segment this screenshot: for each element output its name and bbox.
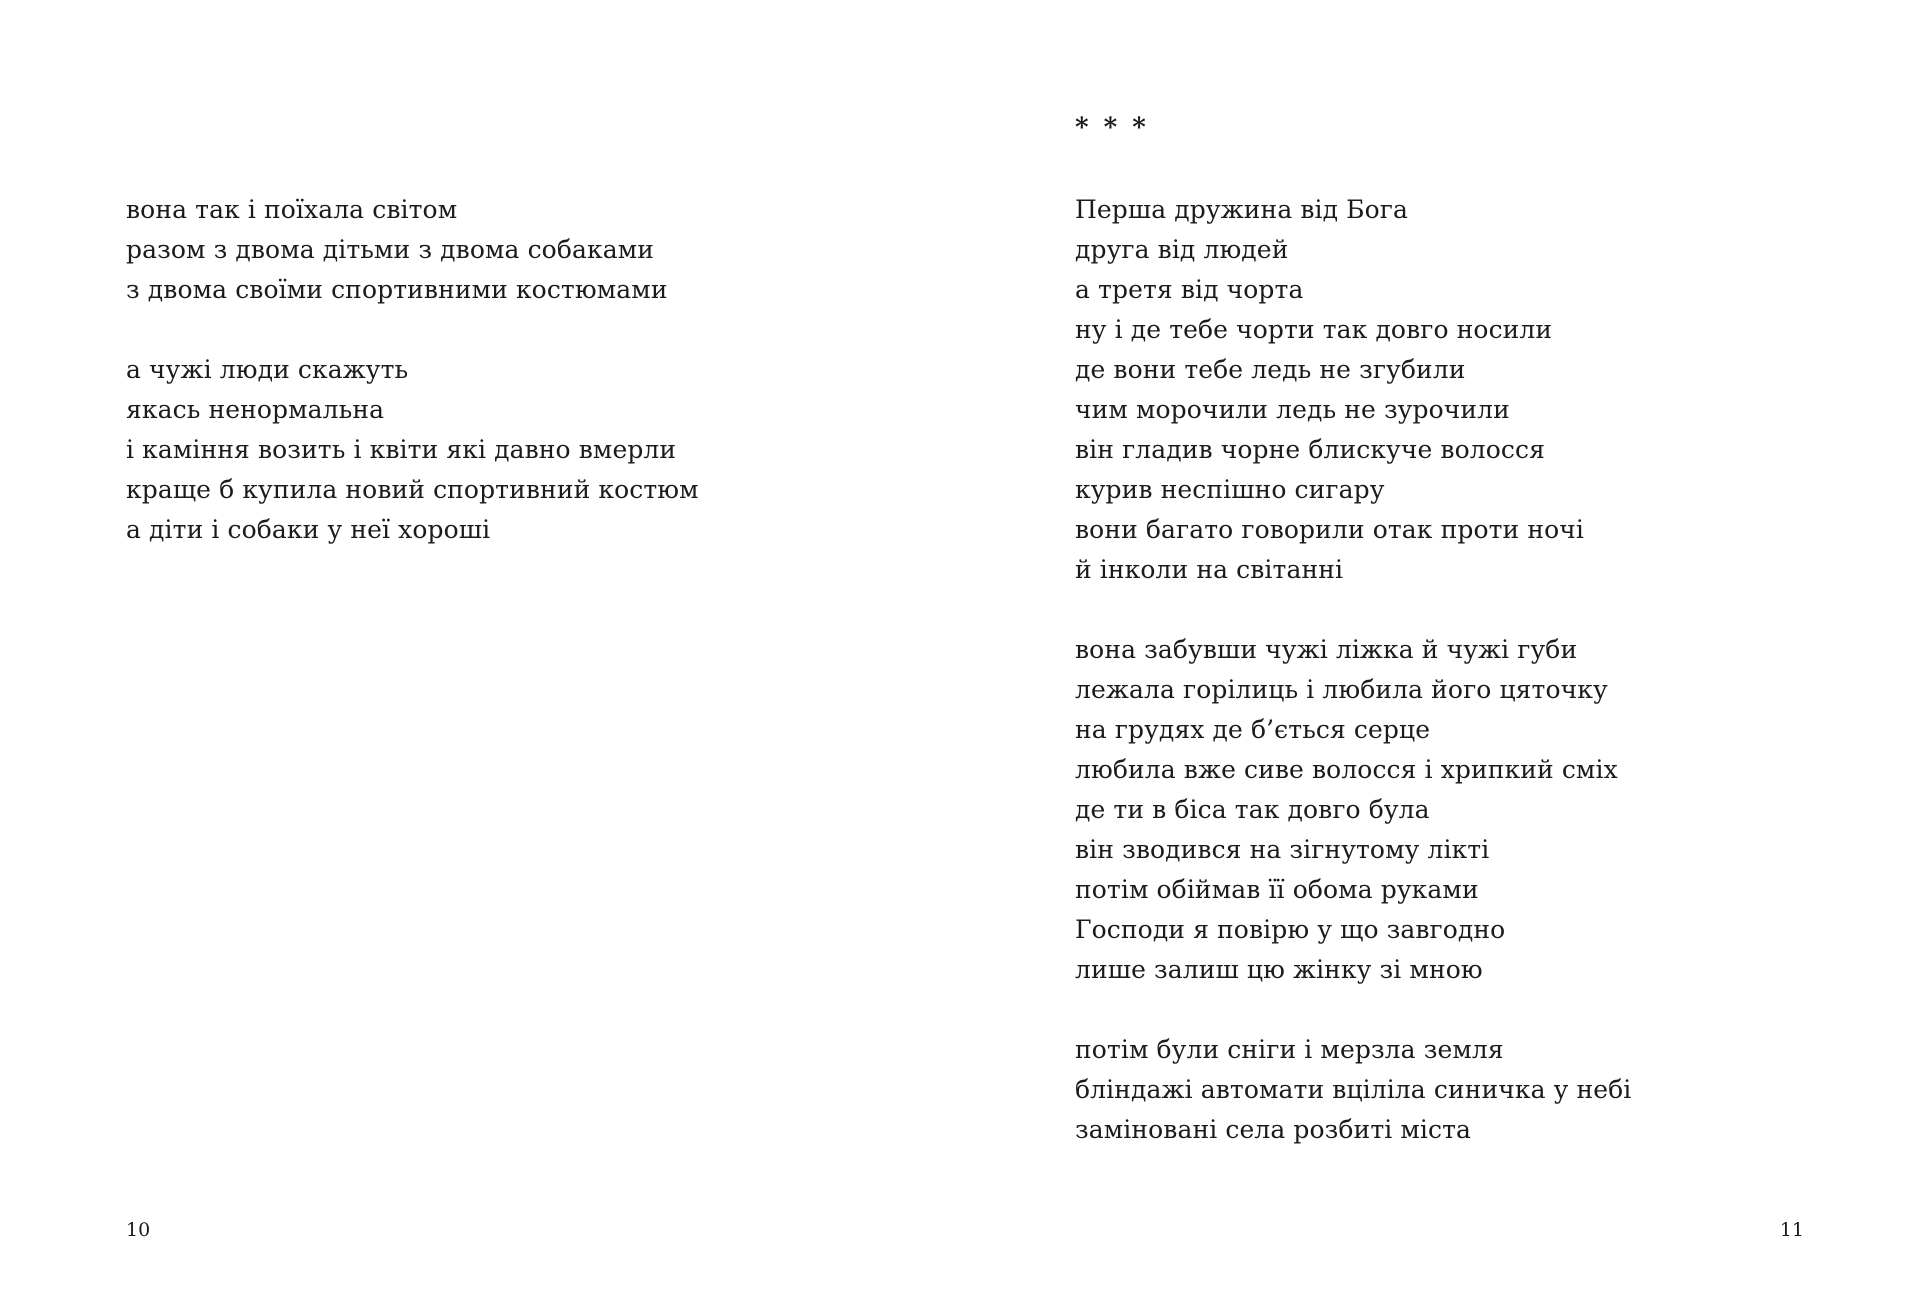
poem-line: якась ненормальна bbox=[126, 395, 385, 424]
poem-line: разом з двома дітьми з двома собаками bbox=[126, 235, 655, 264]
poem-line: і каміння возить і квіти які давно вмерли bbox=[126, 435, 677, 464]
right-page bbox=[960, 0, 1920, 1304]
poem-line: бліндажі автомати вціліла синичка у небі bbox=[1075, 1075, 1632, 1104]
poem-line: вона так і поїхала світом bbox=[126, 195, 458, 224]
stanza bbox=[126, 350, 699, 550]
stanza bbox=[1075, 190, 1631, 590]
poem-line: потім були сніги і мерзла земля bbox=[1075, 1035, 1504, 1064]
poem-line: вони багато говорили отак проти ночі bbox=[1075, 515, 1584, 544]
poem-line: курив неспішно сигару bbox=[1075, 475, 1385, 504]
section-divider: * * * bbox=[1075, 113, 1149, 143]
poem-line: а третя від чорта bbox=[1075, 275, 1304, 304]
poem-line: а чужі люди скажуть bbox=[126, 355, 409, 384]
poem-line: з двома своїми спортивними костюмами bbox=[126, 275, 668, 304]
poem-line: любила вже сиве волосся і хрипкий сміх bbox=[1075, 755, 1618, 784]
page-number: 11 bbox=[1779, 1219, 1804, 1241]
poem-line: лише залиш цю жінку зі мною bbox=[1075, 955, 1483, 984]
poem-line: друга від людей bbox=[1075, 235, 1289, 264]
page-number: 10 bbox=[126, 1219, 151, 1241]
poem-line: заміновані села розбиті міста bbox=[1075, 1115, 1472, 1144]
poem-line: на грудях де б’ється серце bbox=[1075, 715, 1431, 744]
poem-line: він зводився на зігнутому лікті bbox=[1075, 835, 1490, 864]
stanza bbox=[126, 190, 699, 310]
stanza bbox=[1075, 630, 1631, 990]
poem-line: потім обіймав її обома руками bbox=[1075, 875, 1479, 904]
poem-line: ну і де тебе чорти так довго носили bbox=[1075, 315, 1553, 344]
poem-text bbox=[1075, 190, 1631, 1150]
poem-line: де вони тебе ледь не згубили bbox=[1075, 355, 1466, 384]
poem-line: лежала горілиць і любила його цяточку bbox=[1075, 675, 1608, 704]
poem-text bbox=[126, 190, 699, 550]
poem-line: краще б купила новий спортивний костюм bbox=[126, 475, 699, 504]
poem-line: Господи я повірю у що завгодно bbox=[1075, 915, 1506, 944]
poem-line: Перша дружина від Бога bbox=[1075, 195, 1409, 224]
poem-line: чим морочили ледь не зурочили bbox=[1075, 395, 1510, 424]
poem-line: де ти в біса так довго була bbox=[1075, 795, 1430, 824]
stanza bbox=[1075, 1030, 1631, 1150]
poem-line: а діти і собаки у неї хороші bbox=[126, 515, 491, 544]
poem-line: вона забувши чужі ліжка й чужі губи bbox=[1075, 635, 1578, 664]
poem-line: й інколи на світанні bbox=[1075, 555, 1344, 584]
poem-line: він гладив чорне блискуче волосся bbox=[1075, 435, 1545, 464]
